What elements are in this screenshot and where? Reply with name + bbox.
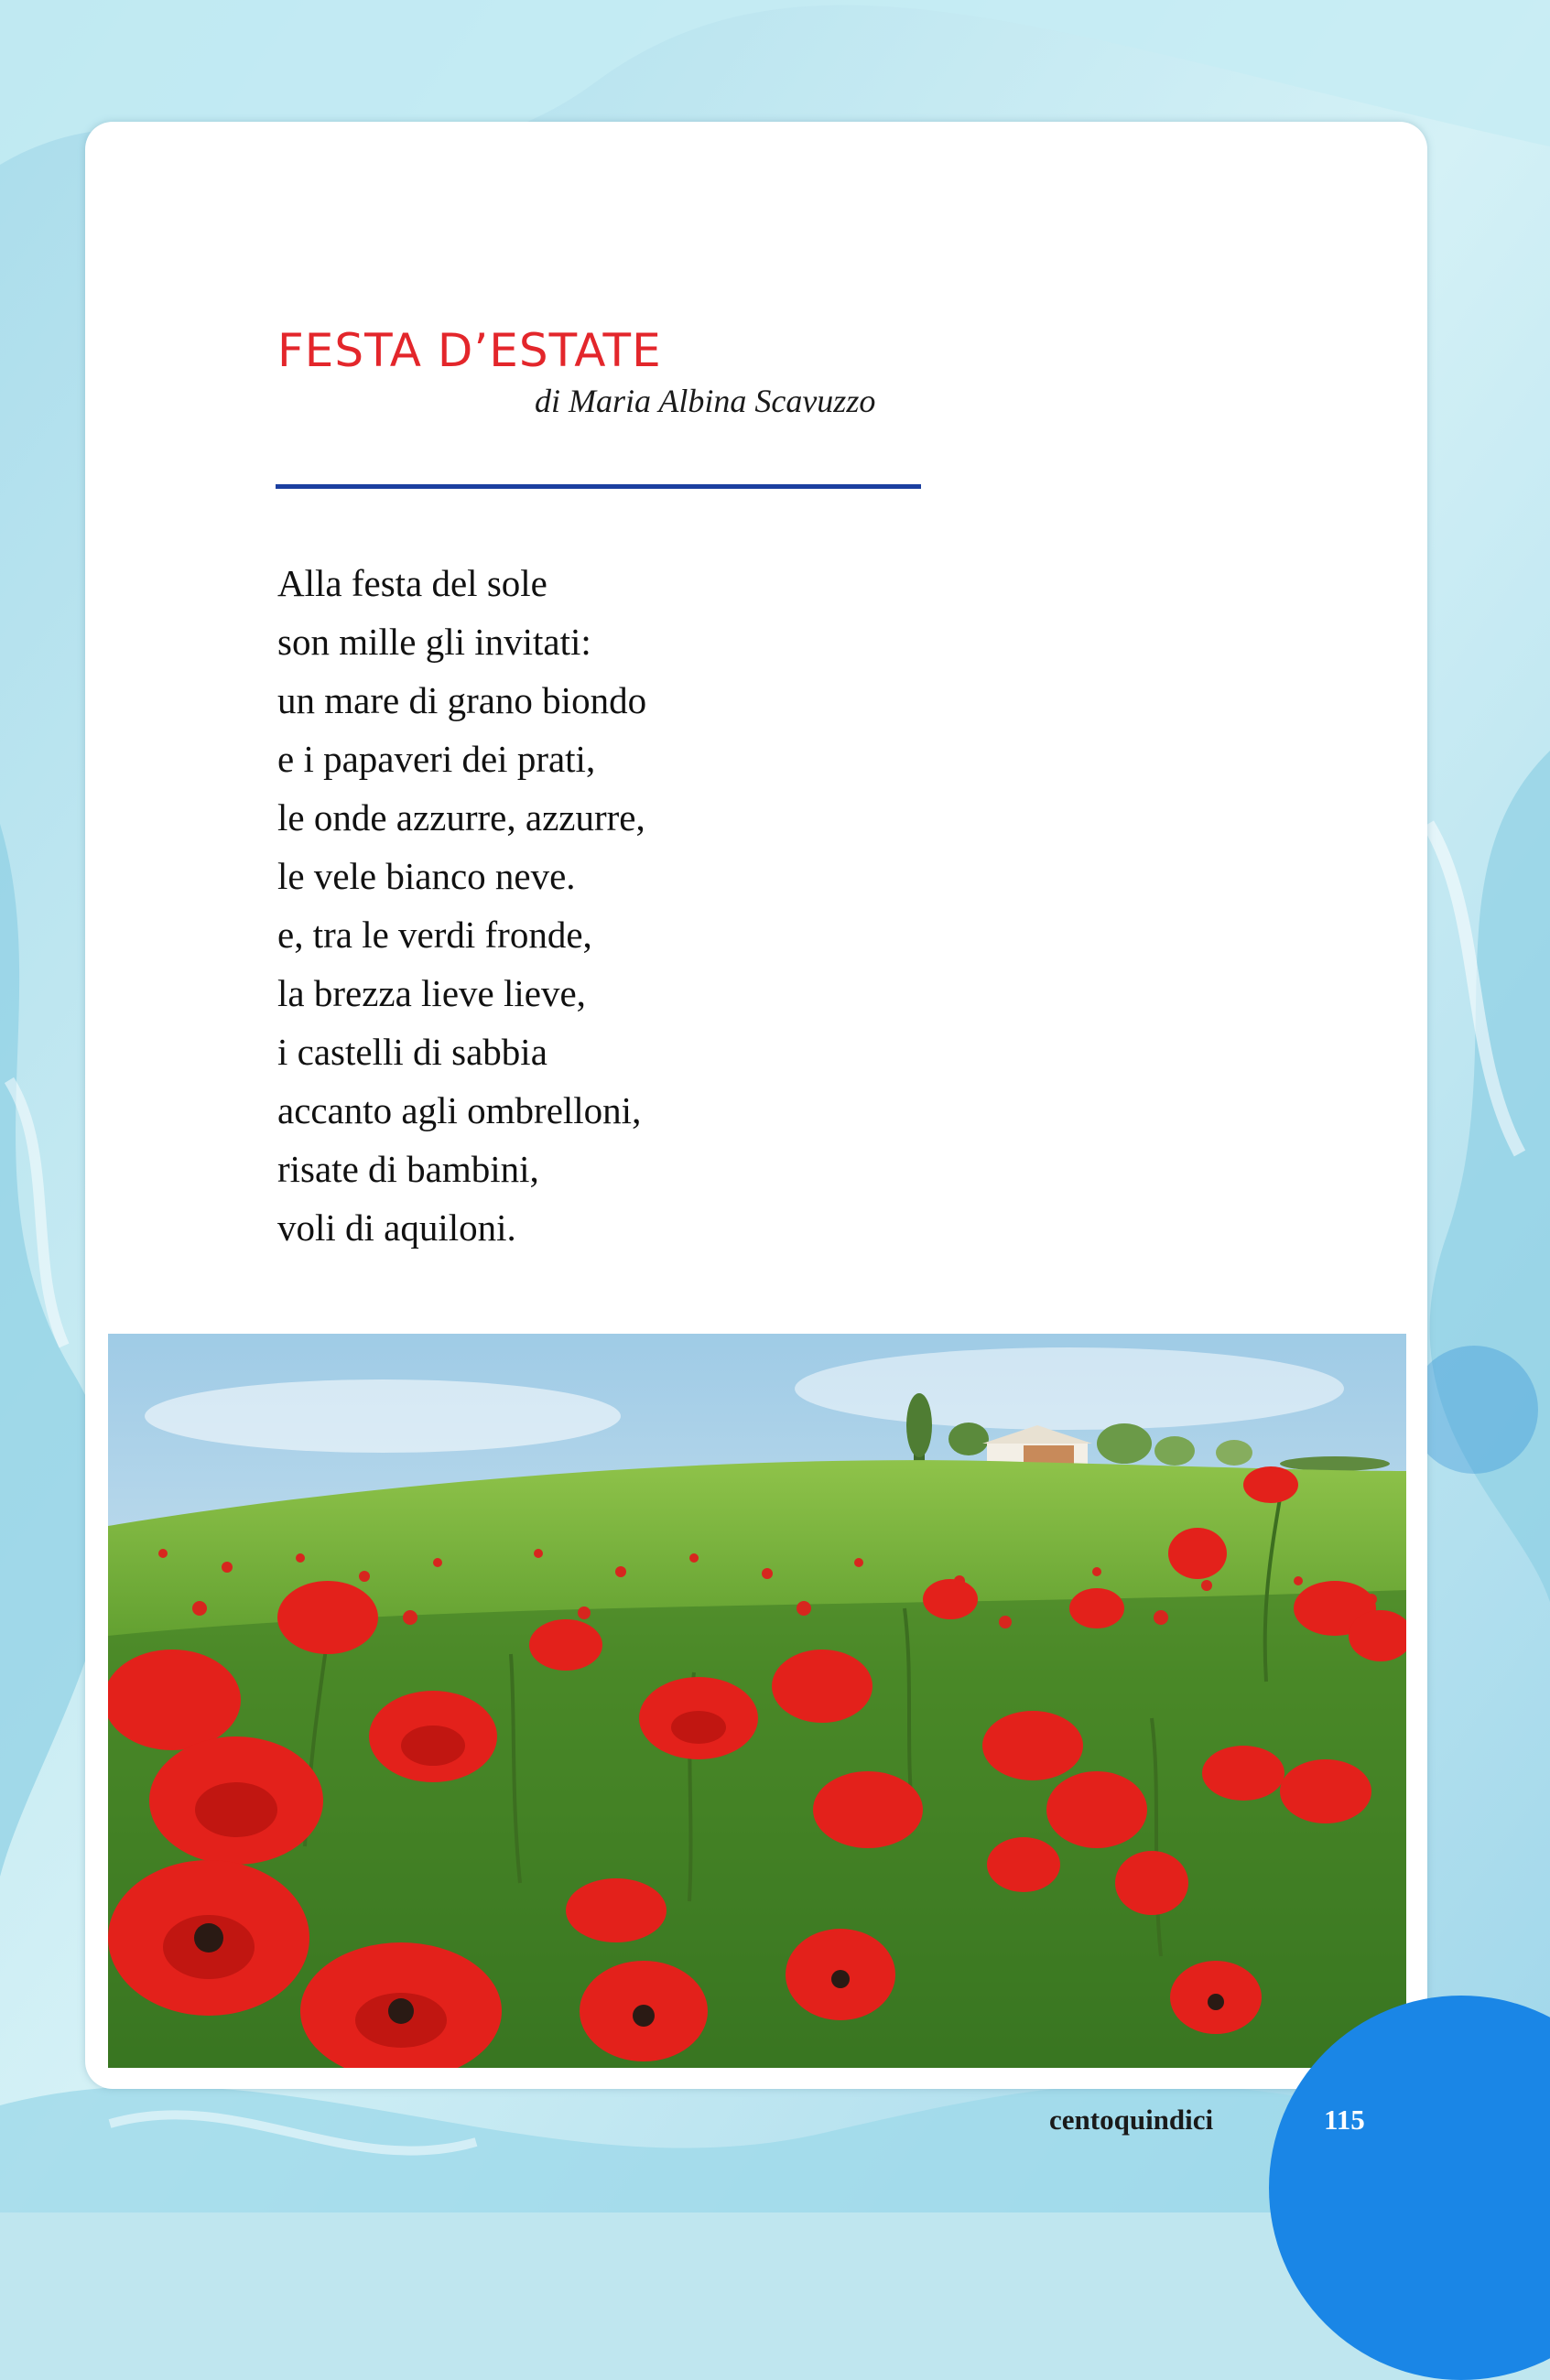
poem-line: Alla festa del sole	[277, 562, 547, 604]
poem-line: son mille gli invitati:	[277, 621, 591, 663]
poem-line: risate di bambini,	[277, 1148, 539, 1190]
poem-line: accanto agli ombrelloni,	[277, 1089, 642, 1131]
poem-line: le onde azzurre, azzurre,	[277, 796, 645, 838]
poem-line: e, tra le verdi fronde,	[277, 914, 592, 956]
poem-author: di Maria Albina Scavuzzo	[535, 383, 876, 419]
poem-line: un mare di grano biondo	[277, 679, 647, 721]
poem-line: i castelli di sabbia	[277, 1031, 547, 1073]
title-divider	[276, 484, 921, 489]
poem-line: e i papaveri dei prati,	[277, 738, 596, 780]
poppy-field-photo	[108, 1334, 1406, 2068]
page-number: 115	[1324, 2104, 1365, 2136]
page-number-word: centoquindici	[1049, 2104, 1214, 2136]
poem-line: le vele bianco neve.	[277, 855, 576, 897]
poem-line: voli di aquiloni.	[277, 1206, 516, 1249]
poem-line: la brezza lieve lieve,	[277, 972, 586, 1014]
poem-body	[277, 554, 646, 1257]
poem-title: FESTA D’ESTATE	[277, 324, 662, 377]
